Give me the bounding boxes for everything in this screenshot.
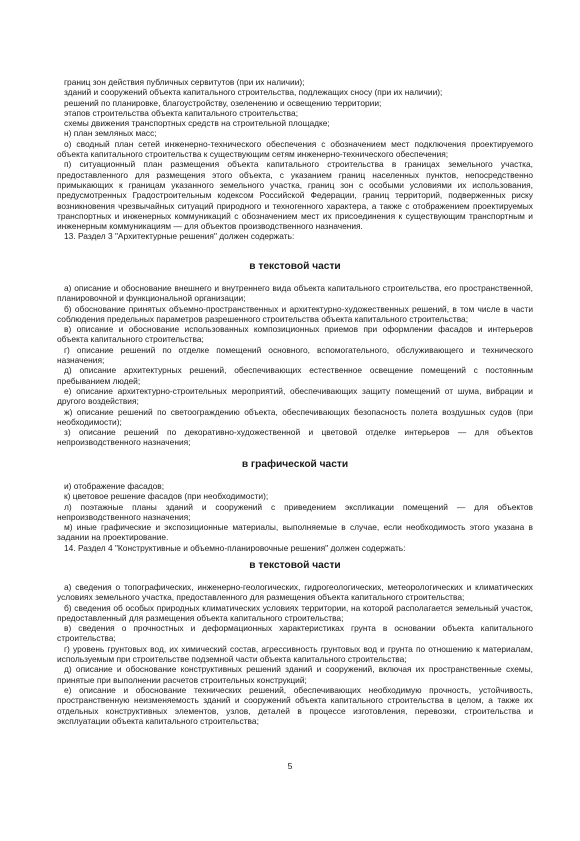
list-item: зданий и сооружений объекта капитального строительства, подлежащих сносу (при их наличии); — [64, 87, 443, 98]
list-item: в) сведения о прочностных и деформационных характеристиках грунта в основании объекта капитального строительства; — [57, 623, 533, 644]
list-item: д) описание архитектурных решений, обеспечивающих естественное освещение помещений с постоянным пребыванием людей; — [57, 365, 533, 386]
list-item: л) поэтажные планы зданий и сооружений с приведением экспликации помещений — для объектов непроизводственного назначения; — [57, 501, 533, 522]
section-text-architecture — [57, 261, 533, 448]
list-item: г) описание решений по отделке помещений основного, вспомогательного, обслуживающего и технического назначения; — [57, 344, 533, 366]
list-item: з) описание решений по декоративно-художественной и цветовой отделке интерьеров — для объектов непроизводственного назначения; — [57, 427, 533, 448]
list-item: а) сведения о топографических, инженерно-геологических, гидрогеологических, метеорологических и климатических условиях земельного участка, предоставленного для размещения объекта капитального строительства; — [57, 582, 533, 603]
list-item: е) описание архитектурно-строительных мероприятий, обеспечивающих защиту помещений от шума, вибрации и другого воздействия; — [57, 385, 533, 407]
section-text-structural — [57, 560, 533, 726]
list-item: решений по планировке, благоустройству, озеленению и освещению территории; — [64, 97, 382, 108]
list-item: б) сведения об особых природных климатических условиях территории, на которой располагается земельный участок, предоставленный для размещения объекта капитального строительства; — [57, 602, 533, 623]
paragraph-section-14: 14. Раздел 4 "Конструктивные и объемно-планировочные решения" должен содержать: — [64, 542, 406, 553]
list-item: к) цветовое решение фасадов (при необходимости); — [64, 491, 269, 502]
list-item: г) уровень грунтовых вод, их химический состав, агрессивность грунтовых вод и грунта по отношению к материалам, используемым при строительстве подземной части объекта капитального строительства; — [57, 643, 533, 665]
section-heading: в текстовой части — [249, 560, 341, 571]
paragraph-section-13: 13. Раздел 3 "Архитектурные решения" должен содержать: — [64, 231, 295, 242]
section-heading: в графической части — [241, 459, 349, 470]
list-item: н) план земляных масс; — [64, 128, 157, 139]
section-heading: в текстовой части — [249, 261, 341, 272]
section-graphic-architecture — [57, 459, 533, 553]
list-item: границ зон действия публичных сервитутов (при их наличии); — [64, 77, 305, 87]
list-item: в) описание и обоснование использованных композиционных приемов при оформлении фасадов и интерьеров объекта капитального строительства; — [57, 324, 533, 345]
list-item: и) отображение фасадов; — [64, 481, 165, 491]
list-item: б) обоснование принятых объемно-пространственных и архитектурно-художественных решений, в том числе в части соблюдения предельных параметров разрешенного строительства объекта капитального строительства; — [57, 303, 533, 324]
list-item: м) иные графические и экспозиционные материалы, выполняемые в случае, если необходимость этого указана в задании на проектирование. — [57, 522, 533, 543]
list-item: этапов строительства объекта капитального строительства; — [64, 107, 299, 118]
list-item: схемы движения транспортных средств на строительной площадке; — [64, 118, 330, 129]
list-item: п) ситуационный план размещения объекта капитального строительства в границах земельного участка, предоставленного для размещения этого объекта, с указанием границ населенных пунктов, непосредственно примыкающих к границам указанного земельного участка, границ зон с особыми условиями их использования, предусмотренных Градостроительным кодексом Российской Федерации, границ территорий, подверженных риску возникновения чрезвычайных ситуаций природного и техногенного характера, а также с отображением проектируемых транспортных и инженерных коммуникаций с обозначением мест их присоединения к существующим транспортным и инженерным коммуникациям — для объектов производственного назначения. — [57, 159, 533, 232]
page-number: 5 — [287, 761, 293, 771]
list-item: ж) описание решений по светоограждению объекта, обеспечивающих безопасность полета воздушных судов (при необходимости); — [57, 406, 533, 427]
list-item: д) описание и обоснование конструктивных решений зданий и сооружений, включая их пространственные схемы, принятые при выполнении расчетов строительных конструкций; — [57, 664, 533, 685]
list-item: а) описание и обоснование внешнего и внутреннего вида объекта капитального строительства, его пространственной, планировочной и функциональной организации; — [57, 283, 533, 304]
top-list — [57, 77, 533, 242]
list-item: е) описание и обоснование технических решений, обеспечивающих необходимую прочность, устойчивость, пространственную неизменяемость зданий и сооружений объекта капитального строительства в целом, а также их отдельных конструктивных элементов, узлов, деталей в процессе изготовления, перевозки, строительства и эксплуатации объекта капитального строительства; — [57, 684, 533, 726]
list-item: о) сводный план сетей инженерно-технического обеспечения с обозначением мест подключения проектируемого объекта капитального строительства к существующим сетям инженерно-технического обеспечения; — [57, 138, 533, 160]
